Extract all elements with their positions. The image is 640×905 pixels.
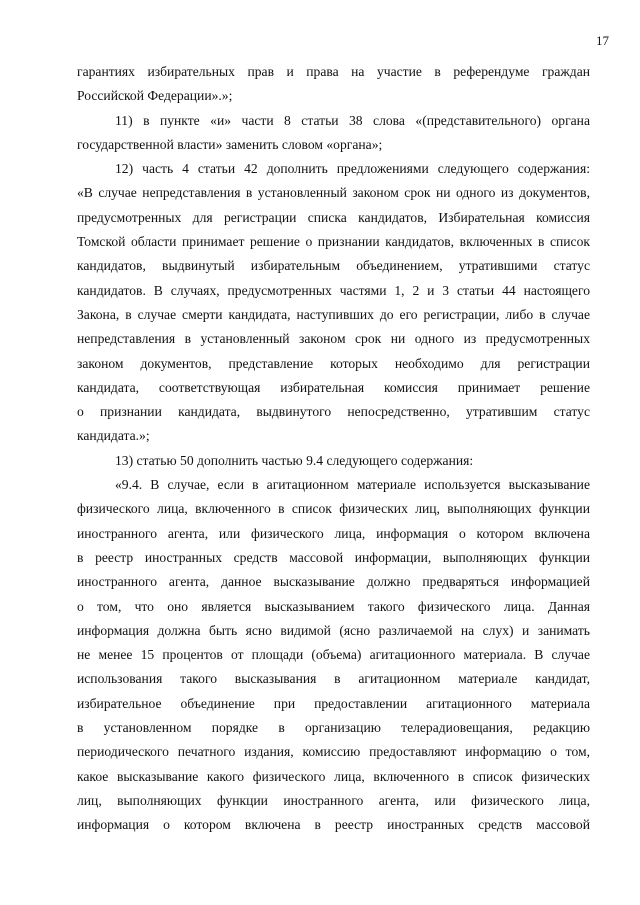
text-line: физического лица, включенного в список физических лиц, выполняющих функции [77, 501, 590, 517]
text-line: информация должна быть ясно видимой (ясно различаемой на слух) и занимать [77, 622, 590, 638]
text-line: Российской Федерации».»; [77, 88, 233, 104]
text-line: в установленном порядке в организацию телерадиовещания, редакцию [77, 720, 590, 736]
document-body [77, 60, 590, 838]
text-line: использования такого высказывания в агитационном материале кандидат, [77, 671, 590, 687]
text-line: 13) статью 50 дополнить частью 9.4 следующего содержания: [115, 452, 474, 468]
text-line: кандидатов. В случаях, предусмотренных частями 1, 2 и 3 статьи 44 настоящего [77, 282, 590, 298]
text-line: кандидата, соответствующая избирательная комиссия принимает решение [77, 379, 590, 395]
text-line: какое высказывание какого физического лица, включенного в список физических [77, 768, 590, 784]
text-line: Томской области принимает решение о признании кандидатов, включенных в список [77, 234, 590, 250]
text-line: иностранного агента, данное высказывание должно предваряться информацией [77, 574, 590, 590]
text-line: непредставления в установленный законом срок ни одного из предусмотренных [77, 331, 590, 347]
text-line: кандидата.»; [77, 428, 150, 444]
text-line: «9.4. В случае, если в агитационном материале используется высказывание [115, 477, 590, 493]
text-line: о признании кандидата, выдвинутого непосредственно, утратившим статус [77, 404, 590, 420]
text-line: избирательное объединение при предоставлении агитационного материала [77, 695, 590, 711]
text-line: законом документов, представление которых необходимо для регистрации [77, 355, 590, 371]
text-line: в реестр иностранных средств массовой информации, выполняющих функции [77, 549, 590, 565]
text-line: 11) в пункте «и» части 8 статьи 38 слова «(представительного) органа [115, 112, 590, 128]
text-line: гарантиях избирательных прав и права на участие в референдуме граждан [77, 64, 590, 79]
text-line: Закона, в случае смерти кандидата, наступивших до его регистрации, либо в случае [77, 306, 590, 322]
text-line: «В случае непредставления в установленный законом срок ни одного из документов, [77, 185, 590, 201]
page-number: 17 [596, 33, 609, 48]
text-line: предусмотренных для регистрации списка кандидатов, Избирательная комиссия [77, 209, 590, 225]
text-line: иностранного агента, или физического лица, информация о котором включена [77, 525, 590, 541]
text-line: лиц, выполняющих функции иностранного агента, или физического лица, [77, 792, 590, 808]
text-line: информация о котором включена в реестр иностранных средств массовой [77, 817, 590, 833]
text-line: государственной власти» заменить словом «органа»; [77, 136, 383, 152]
text-line: периодического печатного издания, комиссию предоставляют информацию о том, [77, 744, 590, 760]
text-line: не менее 15 процентов от площади (объема) агитационного материала. В случае [77, 647, 590, 663]
text-line: о том, что оно является высказыванием такого физического лица. Данная [77, 598, 590, 614]
text-line: 12) часть 4 статьи 42 дополнить предложениями следующего содержания: [115, 161, 590, 177]
text-line: кандидатов, выдвинутый избирательным объединением, утратившими статус [77, 258, 590, 274]
